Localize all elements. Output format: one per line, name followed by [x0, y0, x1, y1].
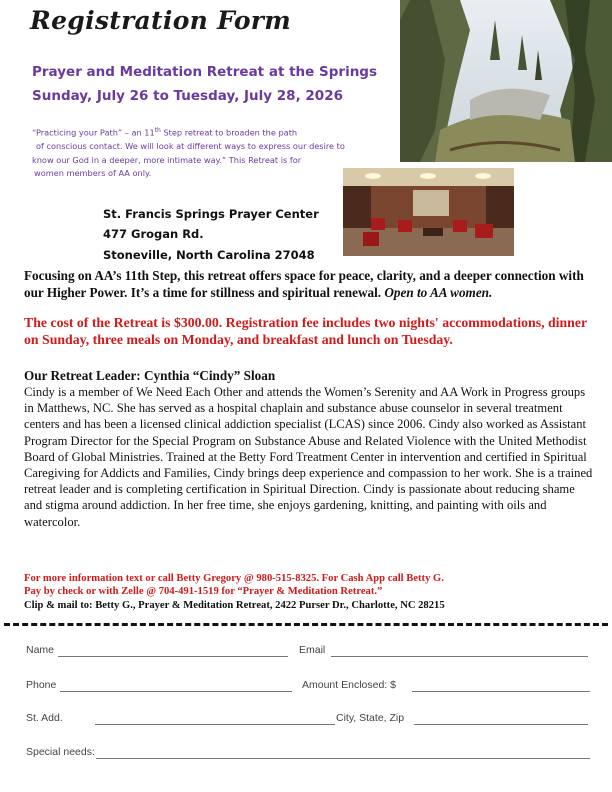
cost-statement: The cost of the Retreat is $300.00. Registration fee includes two nights' accommodations, dinner on Sunday, three meals on Monday, and breakfast and lunch on Tuesday. — [24, 315, 587, 347]
quote-line-1: “Practicing your Path” – an 11th Step retreat to broaden the path — [32, 127, 298, 138]
event-dates: Sunday, July 26 to Tuesday, July 28, 2026 — [32, 88, 343, 104]
venue-city: Stoneville, North Carolina 27048 — [103, 248, 315, 262]
venue-name: St. Francis Springs Prayer Center — [103, 207, 319, 221]
address-field[interactable] — [95, 724, 335, 725]
open-to-women-note: Open to AA women. — [384, 284, 493, 300]
email-label: Email — [299, 644, 326, 656]
leader-bio: Cindy is a member of We Need Each Other and attends the Women’s Serenity and AA Work in Progress groups in Matthews, NC. She has served as a hospital chaplain and substance abuse counselor in several treatment centers and has been a licensed clinical addiction specialist (LCAS) since 2006. Cindy also worked as Assistant Program Director for the Special Program on Substance Abuse and Related Violence with the United Methodist Board of Global Ministries. Trained at the Betty Ford Treatment Center in intervention and certified in Spiritual Caregiving for Addicts and Families, Cindy brings deep experience and compassion to her work. She is a trained retreat leader and is completing certification in Spiritual Direction. Cindy is passionate about reducing shame and stigma around addiction. In her free time, she enjoys gardening, knitting, and painting with oils and watercolor. — [24, 385, 593, 529]
landscape-painting-image — [400, 0, 612, 162]
payment-info: Pay by check or with Zelle @ 704-491-1519 for “Prayer & Meditation Retreat.” — [24, 586, 383, 597]
cut-line-divider — [4, 623, 608, 626]
name-label: Name — [26, 644, 55, 656]
mailing-address: Clip & mail to: Betty G., Prayer & Meditation Retreat, 2422 Purser Dr., Charlotte, NC 28215 — [24, 600, 445, 611]
special-needs-field[interactable] — [96, 758, 590, 759]
contact-info: For more information text or call Betty Gregory @ 980-515-8325. For Cash App call Betty G. — [24, 573, 444, 584]
amount-label: Amount Enclosed: $ — [302, 679, 396, 691]
form-title: Registration Form — [30, 6, 292, 35]
venue-street: 477 Grogan Rd. — [103, 227, 204, 241]
city-state-zip-label: City, State, Zip — [336, 712, 405, 724]
address-label: St. Add. — [26, 712, 63, 724]
leader-heading: Our Retreat Leader: Cynthia “Cindy” Sloan — [24, 368, 276, 383]
name-field[interactable] — [58, 656, 288, 657]
retreat-quote — [32, 124, 367, 181]
city-state-zip-field[interactable] — [414, 724, 588, 725]
special-needs-label: Special needs: — [26, 746, 95, 758]
quote-line-3: know our God in a deeper, more intimate way.” This Retreat is for — [32, 154, 302, 165]
retreat-focus-paragraph: Focusing on AA’s 11th Step, this retreat offers space for peace, clarity, and a deeper connection with our Higher Power. It’s a time for stillness and spiritual renewal. Open to AA women. — [24, 268, 584, 300]
prayer-room-photo — [343, 168, 514, 256]
amount-field[interactable] — [412, 691, 590, 692]
phone-field[interactable] — [60, 691, 292, 692]
event-name: Prayer and Meditation Retreat at the Springs — [32, 64, 378, 80]
phone-label: Phone — [26, 679, 57, 691]
quote-line-4: women members of AA only. — [34, 168, 152, 179]
quote-line-2: of conscious contact. We will look at different ways to express our desire to — [36, 141, 345, 152]
email-field[interactable] — [331, 656, 588, 657]
